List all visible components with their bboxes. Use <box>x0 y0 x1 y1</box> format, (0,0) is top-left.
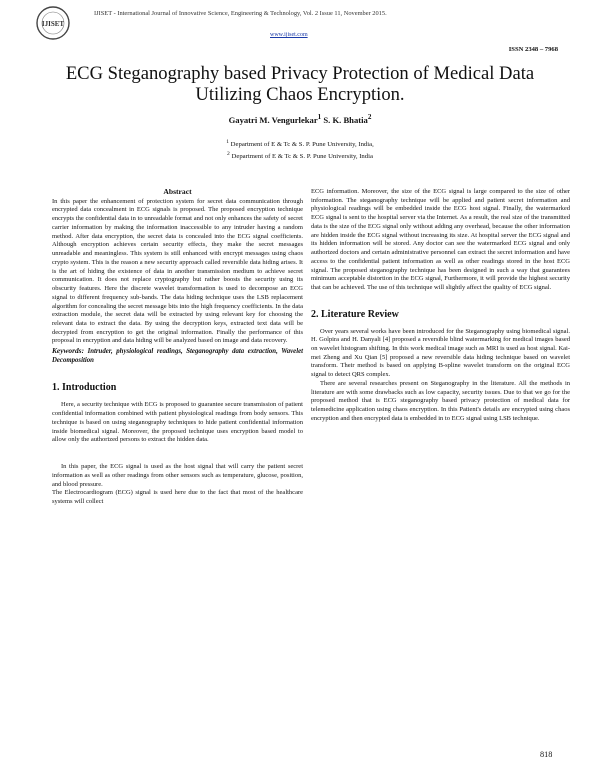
logo-text: IJISET <box>41 20 65 28</box>
paper-title: ECG Steganography based Privacy Protection of Medical Data Utilizing Chaos Encryption. <box>65 63 535 105</box>
literature-paragraph-2: There are several researches present on Steganography in the literature. All the methods in literature are with some drawbacks such as low capacity, security issues. Due to that we go for the proposed method that is ECG steganography based privacy protection of medical data for telemedicine application using chaos encryption. In this Patient's details are encrypted using chaos encryption and then encrypted data is embedded in to ECG signal using LSB technique. <box>311 379 570 422</box>
intro-paragraph-2: In this paper, the ECG signal is used as the host signal that will carry the patient secret information as well as other readings from other sensors such as temperature, glucose, position, and blood pressure. <box>52 463 303 488</box>
abstract-heading: Abstract <box>163 187 192 196</box>
issn: ISSN 2348 – 7968 <box>508 46 558 53</box>
authors <box>0 113 600 125</box>
author-2-sup: 2 <box>367 113 372 121</box>
intro-paragraph-1: Here, a security technique with ECG is proposed to guarantee secure transmission of patient confidential information combined with patient physiological readings from body sensors. This technique is based on using steganography techniques to hide patient confidential information inside biomedical signal. Moreover, the proposed technique uses encryption based model to allow only the authorized persons to extract the hidden data. <box>52 401 303 444</box>
keywords-text: Intruder, physiological readings, Steganography data extraction, Wavelet Decomposition <box>52 348 303 364</box>
left-column <box>52 188 303 507</box>
journal-header: IJISET - International Journal of Innovative Science, Engineering & Technology, Vol. 2 Issue 11, November 2015. <box>94 10 387 17</box>
intro-paragraph-3: The Electrocardiogram (ECG) signal is used here due to the fact that most of the healthcare systems will collect <box>52 489 303 506</box>
journal-logo <box>36 6 70 40</box>
author-2: S. K. Bhatia <box>323 114 368 125</box>
journal-url[interactable]: www.ijiset.com <box>270 32 308 38</box>
affiliation-2-text: Department of E & Tc & S. P. Pune University, India <box>231 153 373 161</box>
author-1-sup: 1 <box>317 113 322 121</box>
keywords-label: Keywords: <box>52 346 85 356</box>
right-paragraph-1: ECG information. Moreover, the size of the ECG signal is large compared to the size of other information. The steganography technique will be applied and patient secret information and physiological readings will be embedded inside the ECG host signal. Finally, the watermarked ECG signal is sent to the hospital server via the Internet. As a result, the real size of the transmitted data is the size of the ECG signal only without adding any overhead, because the other information are hidden inside the ECG signal without increasing its size. At hospital server the ECG signal and its hidden information will be stored. Any doctor can see the watermarked ECG signal and only authorized doctors and certain administrative personnel can extract the secret information and have access to the confidential patient information as well as other readings stored in the host ECG signal. The proposed steganography technique has been designed in such a way that guarantees minimum acceptable distortion in the ECG signal, Furthermore, it will provide the highest security that can be achieved. The use of this technique will slightly affect the quality of ECG signal. <box>311 188 570 292</box>
page-number: 818 <box>540 750 553 759</box>
literature-paragraph-1: Over years several works have been introduced for the Steganography using biomedical signal. H. Golpira and H. Danyali [4] proposed a reversible blind watermarking for medical images based on wavelet histogram shifting. In this work medical image such as MRI is used as host signal. Kai-mei Zheng and Xu Qian [5] proposed a new reversible data hiding technique based on wavelet transform. Their method is based on applying B-spline wavelet transform on the original ECG signal to detect QRS complex. <box>311 327 570 379</box>
right-column <box>311 188 570 424</box>
affiliation-1 <box>0 138 600 150</box>
affiliation-1-sup: 1 <box>226 139 229 145</box>
affiliation-1-text: Department of E & Tc & S. P. Pune University, India, <box>230 141 374 149</box>
affiliation-2-sup: 2 <box>227 150 230 157</box>
affiliation-2 <box>0 150 600 162</box>
literature-heading: 2. Literature Review <box>311 308 399 320</box>
affiliations <box>0 138 600 162</box>
keywords <box>52 347 303 365</box>
author-1: Gayatri M. Vengurlekar <box>228 114 318 125</box>
abstract-text: In this paper the enhancement of protection system for secret data communication through encrypted data concealment in ECG signals is proposed. The proposed encryption technique encrypts the confidential data in to unreadable format and not only enhances the safety of secret carrier information by making the information inaccessible to any intruder having a random method. After data encryption, the secret data is concealed into the ECG signal coefficients. Although encryption achieves certain security effects, they make the secret messages unreadable and meaningless. This system is still enhanced with encrypt messages using chaos crypto system. This is the reason a new security approach called reversible data hiding arises. It is the art of hiding the existence of data in another transmission medium to achieve secret communication. It does not replace cryptography but rather boosts the security using its obscurity features. Here the discrete wavelet transformation is used to decompose an ECG signal to different frequency sub-bands. The data hiding technique uses the LSB replacement algorithm for concealing the secret message bits into the high frequency coefficients. In the data extraction module, the secret data will be extracted by using relevant key for choosing the relevant data to extract the data. By using the decryption keys, extracted text data will be decrypted from encryption to get the original information. Finally the performance of this proposal in encryption and data hiding will be analyzed based on image and data recovery. <box>52 197 303 345</box>
intro-heading: 1. Introduction <box>52 381 117 393</box>
